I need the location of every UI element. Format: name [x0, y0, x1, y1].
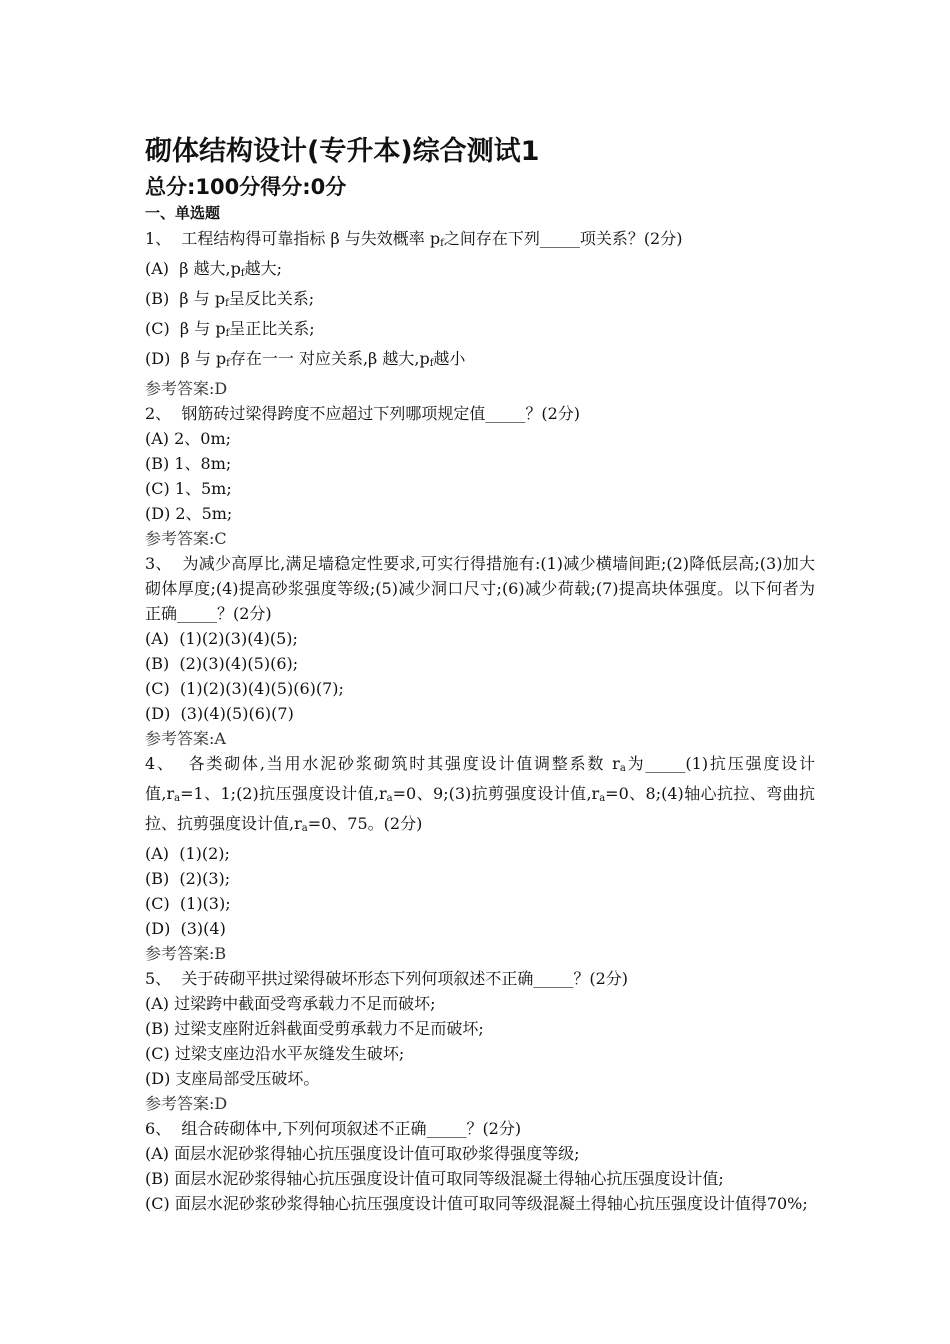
- question-stem: [145, 966, 815, 991]
- question-item: [145, 551, 815, 751]
- question-item: [145, 1116, 815, 1216]
- document-title: 砌体结构设计(专升本)综合测试1: [145, 136, 540, 167]
- reference-answer: 参考答案:C: [145, 529, 227, 548]
- answer-option: [145, 866, 815, 891]
- question-stem: [145, 226, 815, 256]
- text-segment: 2、 钢筋砖过梁得跨度不应超过下列哪项规定值_____？(2分): [145, 404, 581, 423]
- text-segment: 6、 组合砖砌体中,下列何项叙述不正确_____？(2分): [145, 1119, 522, 1138]
- answer-option: [145, 916, 815, 941]
- answer-option: [145, 286, 815, 316]
- text-segment: =0、75。(2分): [307, 814, 423, 833]
- question-stem: [145, 1116, 815, 1141]
- question-item: [145, 751, 815, 966]
- reference-answer: 参考答案:B: [145, 944, 227, 963]
- answer-option: [145, 256, 815, 286]
- subscript: a: [174, 793, 181, 804]
- answer-option: [145, 1066, 815, 1091]
- text-segment: 呈正比关系;: [229, 319, 315, 338]
- text-segment: 为_____(1)抗压强度设计值,r: [145, 754, 815, 803]
- text-segment: (A) (1)(2);: [145, 844, 230, 863]
- score-line: 总分:100分得分:0分: [145, 175, 347, 199]
- answer-option: [145, 451, 815, 476]
- text-segment: (D) 支座局部受压破坏。: [145, 1069, 320, 1088]
- answer-option: [145, 701, 815, 726]
- question-item: [145, 401, 815, 551]
- answer-option: [145, 626, 815, 651]
- text-segment: 呈反比关系;: [228, 289, 315, 308]
- document-content: [145, 132, 815, 1216]
- answer-option: [145, 891, 815, 916]
- text-segment: (A) 2、0m;: [145, 429, 232, 448]
- text-segment: 之间存在下列_____项关系？(2分): [443, 229, 683, 248]
- text-segment: 越小: [433, 349, 466, 368]
- text-segment: (C) 面层水泥砂浆砂浆得轴心抗压强度设计值可取同等级混凝土得轴心抗压强度设计值得70%;: [145, 1194, 808, 1213]
- answer-option: [145, 476, 815, 501]
- text-segment: (A) 过梁跨中截面受弯承载力不足而破坏;: [145, 994, 436, 1013]
- answer-option: [145, 1166, 815, 1191]
- subscript: a: [301, 823, 308, 834]
- text-segment: (A) β 越大,p: [145, 259, 241, 278]
- reference-answer: 参考答案:D: [145, 1094, 228, 1113]
- answer-option: [145, 1141, 815, 1166]
- text-segment: =0、9;(3)抗剪强度设计值,r: [392, 784, 600, 803]
- question-stem: [145, 551, 815, 626]
- text-segment: (D) (3)(4): [145, 919, 226, 938]
- text-segment: 4、 各类砌体,当用水泥砂浆砌筑时其强度设计值调整系数 r: [145, 754, 620, 773]
- answer-option: [145, 501, 815, 526]
- reference-answer: 参考答案:D: [145, 379, 228, 398]
- answer-option: [145, 991, 815, 1016]
- text-segment: (C) 过梁支座边沿水平灰缝发生破坏;: [145, 1044, 405, 1063]
- text-segment: (A) 面层水泥砂浆得轴心抗压强度设计值可取砂浆得强度等级;: [145, 1144, 580, 1163]
- question-item: [145, 226, 815, 401]
- question-item: [145, 966, 815, 1116]
- answer-option: [145, 346, 815, 376]
- subscript: a: [386, 793, 393, 804]
- text-segment: (B) β 与 p: [145, 289, 226, 308]
- text-segment: (B) 1、8m;: [145, 454, 232, 473]
- text-segment: =0、8;(4)轴心抗拉、弯曲抗拉、抗剪强度设计值,r: [145, 784, 815, 833]
- text-segment: (D) (3)(4)(5)(6)(7): [145, 704, 294, 723]
- answer-option: [145, 676, 815, 701]
- text-segment: (B) (2)(3)(4)(5)(6);: [145, 654, 299, 673]
- subscript: f: [225, 298, 229, 309]
- text-segment: (C) (1)(3);: [145, 894, 231, 913]
- answer-option: [145, 1016, 815, 1041]
- text-segment: 1、 工程结构得可靠指标 β 与失效概率 p: [145, 229, 441, 248]
- text-segment: (C) β 与 p: [145, 319, 226, 338]
- text-segment: 5、 关于砖砌平拱过梁得破坏形态下列何项叙述不正确_____？(2分): [145, 969, 629, 988]
- answer-option: [145, 651, 815, 676]
- question-list: [145, 226, 815, 1216]
- reference-answer: 参考答案:A: [145, 729, 226, 748]
- text-segment: 存在一一 对应关系,β 越大,p: [229, 349, 430, 368]
- answer-option: [145, 1191, 815, 1216]
- text-segment: (D) 2、5m;: [145, 504, 233, 523]
- text-segment: (B) (2)(3);: [145, 869, 231, 888]
- subscript: f: [429, 358, 434, 369]
- answer-option: [145, 1041, 815, 1066]
- subscript: f: [226, 358, 230, 369]
- answer-option: [145, 316, 815, 346]
- text-segment: =1、1;(2)抗压强度设计值,r: [180, 784, 387, 803]
- text-segment: (A) (1)(2)(3)(4)(5);: [145, 629, 298, 648]
- text-segment: (B) 面层水泥砂浆得轴心抗压强度设计值可取同等级混凝土得轴心抗压强度设计值;: [145, 1169, 724, 1188]
- text-segment: (D) β 与 p: [145, 349, 227, 368]
- text-segment: (C) (1)(2)(3)(4)(5)(6)(7);: [145, 679, 344, 698]
- subscript: f: [240, 268, 245, 279]
- text-segment: (C) 1、5m;: [145, 479, 232, 498]
- answer-option: [145, 841, 815, 866]
- answer-option: [145, 426, 815, 451]
- subscript: f: [440, 238, 444, 249]
- text-segment: (B) 过梁支座附近斜截面受剪承载力不足而破坏;: [145, 1019, 484, 1038]
- subscript: a: [619, 763, 626, 774]
- question-stem: [145, 751, 815, 841]
- subscript: a: [599, 793, 606, 804]
- subscript: f: [225, 328, 230, 339]
- question-stem: [145, 401, 815, 426]
- text-segment: 越大;: [244, 259, 282, 278]
- section-title: 一、单选题: [145, 204, 221, 222]
- text-segment: 3、 为减少高厚比,满足墙稳定性要求,可实行得措施有:(1)减少横墙间距;(2)降低层高;(3)加大砌体厚度;(4)提高砂浆强度等级;(5)减少洞口尺寸;(6)减少荷载;(7)提高块体强度。以下何者为正确_____？(2分): [145, 554, 815, 623]
